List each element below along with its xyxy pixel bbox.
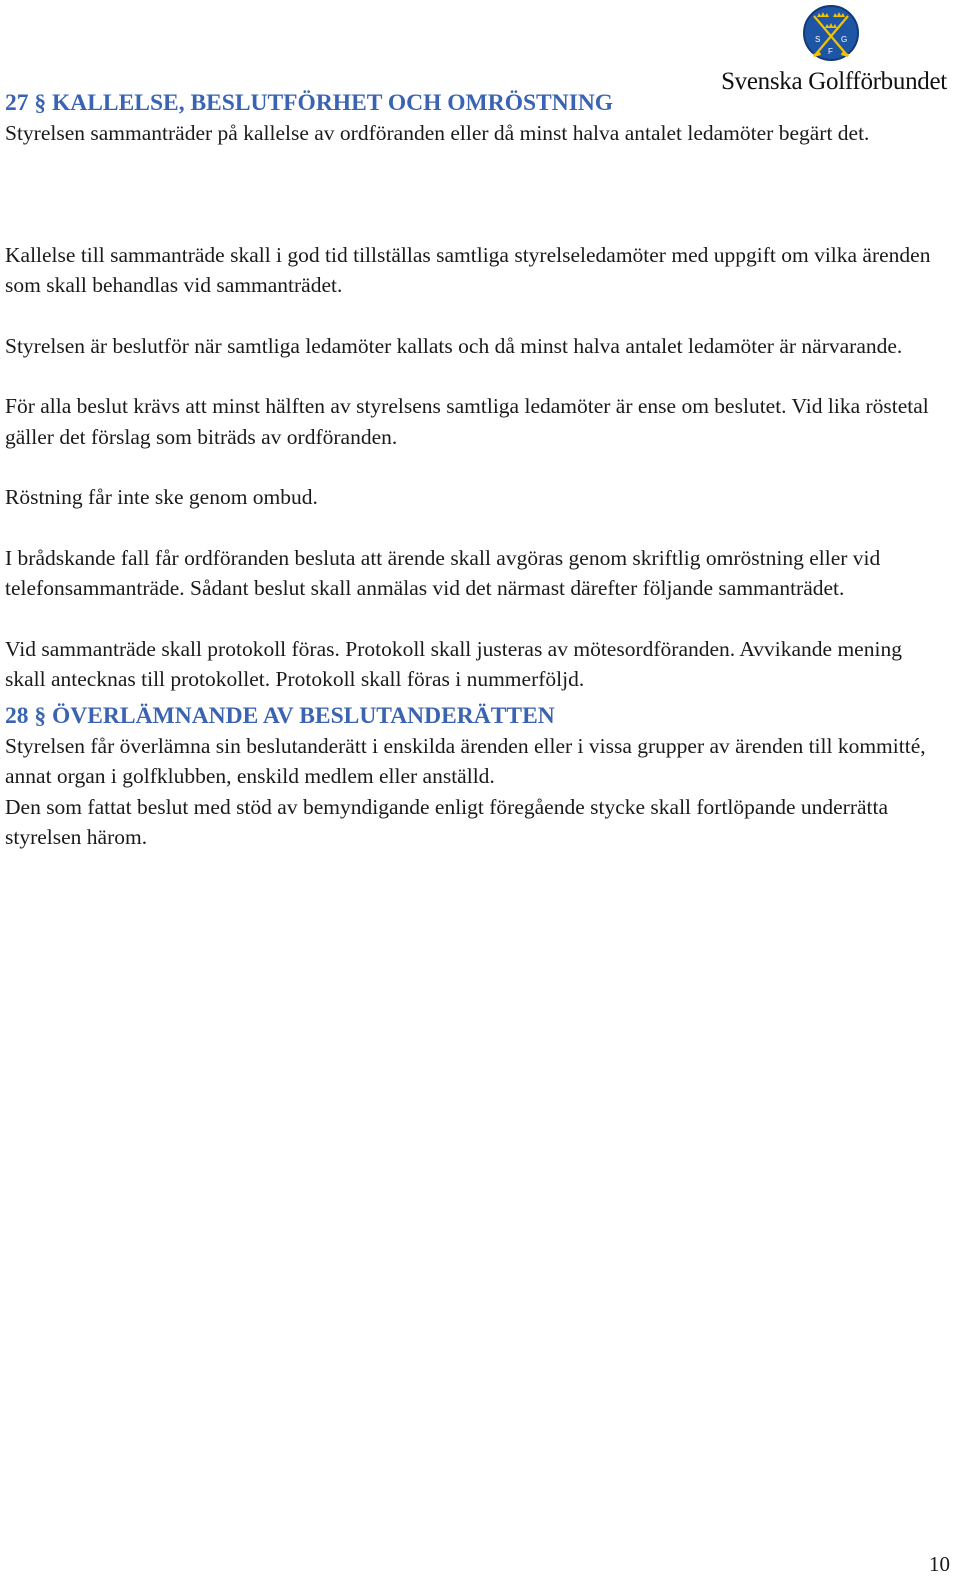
paragraph-28-2: Den som fattat beslut med stöd av bemyndigande enligt föregående stycke skall fortlöpande underrätta styrelsen härom. [5,794,889,849]
svg-text:F: F [828,47,833,56]
section-28-heading: 28 § ÖVERLÄMNANDE AV BESLUTANDERÄTTEN [5,702,555,729]
section-27-heading: 27 § KALLELSE, BESLUTFÖRHET OCH OMRÖSTNING [5,90,614,116]
paragraph-27-1: Styrelsen sammanträder på kallelse av ordföranden eller då minst halva antalet ledamöter begärt det. [5,121,870,145]
paragraph-27-6: I brådskande fall får ordföranden besluta att ärende skall avgöras genom skriftlig omröstning eller vid telefonsammanträde. Sådant beslut skall anmälas vid det närmast därefter följande sammanträdet. [5,545,881,600]
svg-text:S: S [815,35,821,44]
svenska-golfforbundet-logo [716,2,952,95]
paragraph-27-3: Styrelsen är beslutför när samtliga ledamöter kallats och då minst halva antalet ledamöter är närvarande. [5,333,903,358]
paragraph-27-2: Kallelse till sammanträde skall i god tid tillställas samtliga styrelseledamöter med uppgift om vilka ärenden som skall behandlas vid sammanträdet. [5,242,931,297]
paragraph-28-1: Styrelsen får överlämna sin beslutanderätt i enskilda ärenden eller i vissa grupper av ärenden till kommitté, annat organ i golfklubben, enskild medlem eller anställd. [5,733,926,788]
golf-federation-emblem-icon [802,4,860,62]
paragraph-27-4: För alla beslut krävs att minst hälften av styrelsens samtliga ledamöter är ense om beslutet. Vid lika röstetal gäller det förslag som biträds av ordföranden. [5,394,929,449]
page-number: 10 [929,1552,950,1576]
paragraph-27-5: Röstning får inte ske genom ombud. [5,485,318,509]
svg-text:G: G [841,35,848,44]
document-body [5,88,945,853]
logo-wordmark: Svenska Golfförbundet [721,68,947,95]
paragraph-27-7: Vid sammanträde skall protokoll föras. Protokoll skall justeras av mötesordföranden. Avvikande mening skall antecknas till protokollet. Protokoll skall föras i nummerföljd. [5,636,902,691]
